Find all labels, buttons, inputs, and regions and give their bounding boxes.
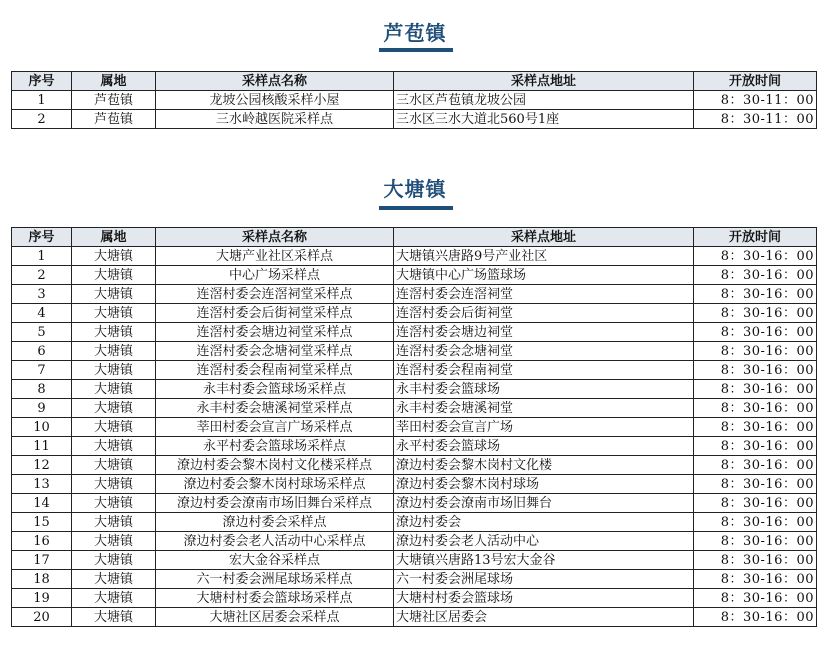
cell-site-name: 永丰村委会塘溪祠堂采样点 xyxy=(156,399,394,418)
cell-district: 大塘镇 xyxy=(72,532,156,551)
cell-open-time: 8：30-16：00 xyxy=(694,589,817,608)
table-row xyxy=(12,285,817,304)
cell-open-time: 8：30-16：00 xyxy=(694,456,817,475)
cell-district: 芦苞镇 xyxy=(72,110,156,129)
header-index: 序号 xyxy=(12,72,72,91)
table-row xyxy=(12,589,817,608)
cell-district: 大塘镇 xyxy=(72,418,156,437)
cell-open-time: 8：30-16：00 xyxy=(694,304,817,323)
cell-open-time: 8：30-16：00 xyxy=(694,285,817,304)
cell-district: 大塘镇 xyxy=(72,304,156,323)
cell-site-name: 龙坡公园核酸采样小屋 xyxy=(156,91,394,110)
cell-site-name: 连滘村委会念塘祠堂采样点 xyxy=(156,342,394,361)
cell-district: 大塘镇 xyxy=(72,399,156,418)
table-row xyxy=(12,342,817,361)
cell-index: 19 xyxy=(12,589,72,608)
cell-district: 大塘镇 xyxy=(72,589,156,608)
cell-site-name: 永平村委会篮球场采样点 xyxy=(156,437,394,456)
cell-index: 2 xyxy=(12,266,72,285)
cell-index: 15 xyxy=(12,513,72,532)
cell-index: 10 xyxy=(12,418,72,437)
cell-site-name: 莘田村委会宣言广场采样点 xyxy=(156,418,394,437)
cell-site-address: 大塘镇兴唐路13号宏大金谷 xyxy=(394,551,694,570)
cell-site-address: 潦边村委会潦南市场旧舞台 xyxy=(394,494,694,513)
cell-index: 1 xyxy=(12,91,72,110)
table-row xyxy=(12,247,817,266)
cell-index: 7 xyxy=(12,361,72,380)
table-header-row xyxy=(12,72,817,91)
cell-district: 大塘镇 xyxy=(72,494,156,513)
cell-open-time: 8：30-16：00 xyxy=(694,494,817,513)
table-row xyxy=(12,91,817,110)
cell-index: 8 xyxy=(12,380,72,399)
cell-index: 9 xyxy=(12,399,72,418)
cell-site-name: 潦边村委会黎木岗村文化楼采样点 xyxy=(156,456,394,475)
cell-site-address: 莘田村委会宣言广场 xyxy=(394,418,694,437)
cell-open-time: 8：30-16：00 xyxy=(694,361,817,380)
cell-district: 大塘镇 xyxy=(72,551,156,570)
cell-site-address: 三水区三水大道北560号1座 xyxy=(394,110,694,129)
cell-site-address: 连滘村委会念塘祠堂 xyxy=(394,342,694,361)
cell-site-address: 连滘村委会程南祠堂 xyxy=(394,361,694,380)
cell-site-address: 大塘社区居委会 xyxy=(394,608,694,627)
sampling-table-lubao xyxy=(11,71,817,129)
cell-open-time: 8：30-16：00 xyxy=(694,570,817,589)
cell-site-address: 连滘村委会后街祠堂 xyxy=(394,304,694,323)
cell-open-time: 8：30-16：00 xyxy=(694,380,817,399)
cell-open-time: 8：30-16：00 xyxy=(694,342,817,361)
cell-site-address: 大塘村村委会篮球场 xyxy=(394,589,694,608)
cell-district: 大塘镇 xyxy=(72,247,156,266)
cell-index: 1 xyxy=(12,247,72,266)
cell-index: 16 xyxy=(12,532,72,551)
cell-district: 大塘镇 xyxy=(72,513,156,532)
cell-district: 大塘镇 xyxy=(72,361,156,380)
section-title-underline xyxy=(379,48,453,52)
table-row xyxy=(12,608,817,627)
cell-site-name: 大塘产业社区采样点 xyxy=(156,247,394,266)
cell-site-address: 潦边村委会黎木岗村球场 xyxy=(394,475,694,494)
header-site-address: 采样点地址 xyxy=(394,228,694,247)
header-index: 序号 xyxy=(12,228,72,247)
cell-district: 大塘镇 xyxy=(72,285,156,304)
cell-site-name: 大塘村村委会篮球场采样点 xyxy=(156,589,394,608)
cell-open-time: 8：30-16：00 xyxy=(694,323,817,342)
table-row xyxy=(12,110,817,129)
header-site-name: 采样点名称 xyxy=(156,228,394,247)
cell-open-time: 8：30-11：00 xyxy=(694,110,817,129)
cell-district: 大塘镇 xyxy=(72,456,156,475)
cell-site-name: 连滘村委会程南祠堂采样点 xyxy=(156,361,394,380)
cell-site-name: 潦边村委会潦南市场旧舞台采样点 xyxy=(156,494,394,513)
cell-site-address: 六一村委会洲尾球场 xyxy=(394,570,694,589)
cell-index: 17 xyxy=(12,551,72,570)
cell-site-address: 潦边村委会老人活动中心 xyxy=(394,532,694,551)
cell-index: 18 xyxy=(12,570,72,589)
table-row xyxy=(12,266,817,285)
cell-open-time: 8：30-16：00 xyxy=(694,437,817,456)
cell-open-time: 8：30-16：00 xyxy=(694,608,817,627)
section-title-datang: 大塘镇 xyxy=(383,177,447,201)
cell-district: 芦苞镇 xyxy=(72,91,156,110)
cell-site-address: 永平村委会篮球场 xyxy=(394,437,694,456)
cell-index: 13 xyxy=(12,475,72,494)
cell-open-time: 8：30-16：00 xyxy=(694,551,817,570)
cell-site-name: 永丰村委会篮球场采样点 xyxy=(156,380,394,399)
table-row xyxy=(12,418,817,437)
header-district: 属地 xyxy=(72,228,156,247)
cell-site-name: 六一村委会洲尾球场采样点 xyxy=(156,570,394,589)
cell-site-name: 连滘村委会连滘祠堂采样点 xyxy=(156,285,394,304)
cell-open-time: 8：30-16：00 xyxy=(694,247,817,266)
cell-site-name: 中心广场采样点 xyxy=(156,266,394,285)
header-open-time: 开放时间 xyxy=(694,228,817,247)
cell-open-time: 8：30-16：00 xyxy=(694,532,817,551)
cell-open-time: 8：30-16：00 xyxy=(694,399,817,418)
cell-district: 大塘镇 xyxy=(72,323,156,342)
cell-index: 14 xyxy=(12,494,72,513)
cell-open-time: 8：30-11：00 xyxy=(694,91,817,110)
header-district: 属地 xyxy=(72,72,156,91)
table-row xyxy=(12,361,817,380)
cell-site-name: 潦边村委会老人活动中心采样点 xyxy=(156,532,394,551)
cell-district: 大塘镇 xyxy=(72,570,156,589)
table-row xyxy=(12,456,817,475)
cell-index: 6 xyxy=(12,342,72,361)
cell-site-address: 潦边村委会 xyxy=(394,513,694,532)
cell-index: 2 xyxy=(12,110,72,129)
table-row xyxy=(12,380,817,399)
cell-district: 大塘镇 xyxy=(72,380,156,399)
cell-site-name: 连滘村委会塘边祠堂采样点 xyxy=(156,323,394,342)
table-row xyxy=(12,399,817,418)
sampling-table-datang xyxy=(11,227,817,627)
table-row xyxy=(12,551,817,570)
cell-open-time: 8：30-16：00 xyxy=(694,418,817,437)
cell-district: 大塘镇 xyxy=(72,342,156,361)
cell-index: 5 xyxy=(12,323,72,342)
cell-index: 11 xyxy=(12,437,72,456)
table-row xyxy=(12,437,817,456)
cell-site-address: 连滘村委会连滘祠堂 xyxy=(394,285,694,304)
cell-district: 大塘镇 xyxy=(72,437,156,456)
cell-site-address: 大塘镇兴唐路9号产业社区 xyxy=(394,247,694,266)
table-row xyxy=(12,304,817,323)
cell-index: 20 xyxy=(12,608,72,627)
header-site-name: 采样点名称 xyxy=(156,72,394,91)
cell-site-address: 三水区芦苞镇龙坡公园 xyxy=(394,91,694,110)
cell-site-address: 永丰村委会塘溪祠堂 xyxy=(394,399,694,418)
table-row xyxy=(12,323,817,342)
header-open-time: 开放时间 xyxy=(694,72,817,91)
cell-district: 大塘镇 xyxy=(72,266,156,285)
cell-site-name: 潦边村委会采样点 xyxy=(156,513,394,532)
cell-site-address: 连滘村委会塘边祠堂 xyxy=(394,323,694,342)
cell-district: 大塘镇 xyxy=(72,475,156,494)
cell-site-name: 三水岭越医院采样点 xyxy=(156,110,394,129)
cell-site-name: 连滘村委会后街祠堂采样点 xyxy=(156,304,394,323)
table-row xyxy=(12,532,817,551)
cell-open-time: 8：30-16：00 xyxy=(694,475,817,494)
table-row xyxy=(12,475,817,494)
table-row xyxy=(12,494,817,513)
cell-site-address: 潦边村委会黎木岗村文化楼 xyxy=(394,456,694,475)
cell-open-time: 8：30-16：00 xyxy=(694,513,817,532)
cell-site-name: 潦边村委会黎木岗村球场采样点 xyxy=(156,475,394,494)
cell-site-address: 大塘镇中心广场篮球场 xyxy=(394,266,694,285)
cell-site-address: 永丰村委会篮球场 xyxy=(394,380,694,399)
cell-site-name: 大塘社区居委会采样点 xyxy=(156,608,394,627)
header-site-address: 采样点地址 xyxy=(394,72,694,91)
cell-site-name: 宏大金谷采样点 xyxy=(156,551,394,570)
cell-index: 3 xyxy=(12,285,72,304)
cell-index: 12 xyxy=(12,456,72,475)
table-row xyxy=(12,513,817,532)
section-title-lubao: 芦苞镇 xyxy=(383,21,447,45)
cell-district: 大塘镇 xyxy=(72,608,156,627)
table-header-row xyxy=(12,228,817,247)
section-title-underline xyxy=(379,206,453,210)
cell-open-time: 8：30-16：00 xyxy=(694,266,817,285)
table-row xyxy=(12,570,817,589)
cell-index: 4 xyxy=(12,304,72,323)
